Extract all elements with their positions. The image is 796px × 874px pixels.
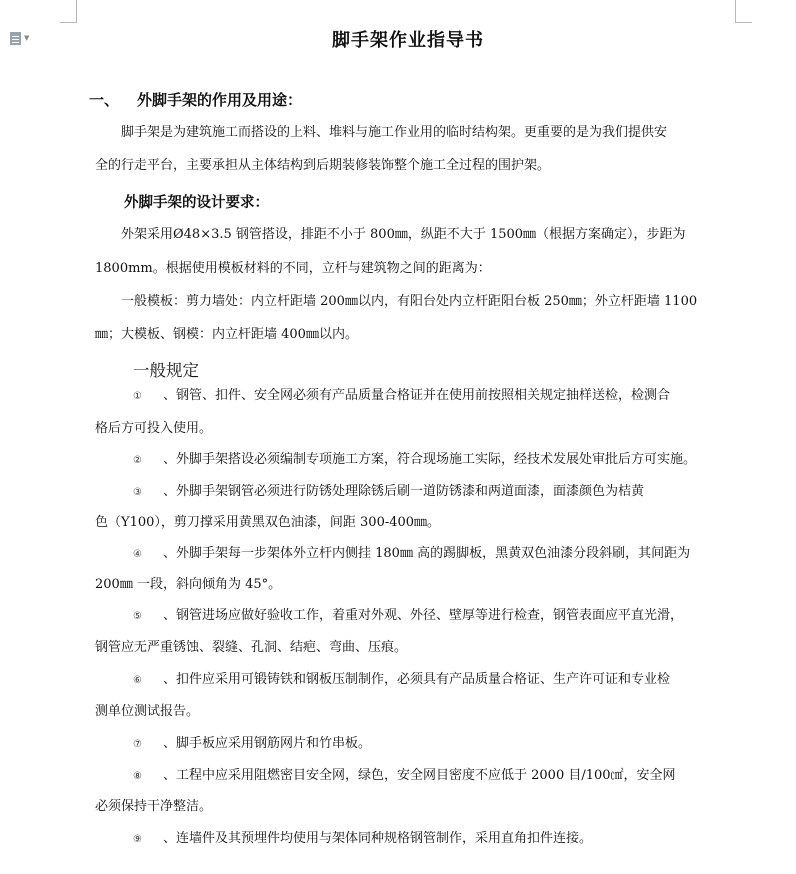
list-item	[133, 483, 644, 502]
list-item	[133, 671, 670, 690]
list-item-marker: ②	[133, 455, 142, 466]
page-corner-mark-right	[735, 0, 752, 23]
list-item-text: 、连墙件及其预埋件均使用与架体同种规格钢管制作，采用直角扣件连接。	[163, 831, 593, 846]
paragraph-line: ㎜；大模板、钢模：内立杆距墙 400㎜以内。	[95, 327, 358, 342]
list-item-text: 、外脚手架每一步架体外立杆内侧挂 180㎜ 高的踢脚板，黑黄双色油漆分段斜刷，其间距为	[163, 546, 691, 561]
page-corner-mark-left	[60, 0, 77, 23]
list-item	[133, 387, 670, 406]
list-item-continuation: 测单位测试报告。	[95, 704, 200, 719]
list-item-text: 、扣件应采用可锻铸铁和钢板压制制作，必须具有产品质量合格证、生产许可证和专业检	[163, 672, 671, 687]
rules-heading: 一般规定	[133, 361, 199, 380]
paragraph-line: 全的行走平台，主要承担从主体结构到后期装修装饰整个施工全过程的围护架。	[95, 158, 551, 173]
list-item	[133, 545, 690, 564]
list-item	[133, 451, 696, 470]
list-item-continuation: 200㎜ 一段，斜向倾角为 45°。	[95, 577, 282, 592]
chevron-down-icon: ▼	[24, 34, 30, 42]
section-title: 外脚手架的作用及用途：	[137, 91, 303, 109]
design-heading: 外脚手架的设计要求：	[124, 195, 269, 211]
section-number: 一、	[89, 91, 120, 109]
paragraph-line: 外架采用Ø48×3.5 钢管搭设，排距不小于 800㎜，纵距不大于 1500㎜（根据方案确定），步距为	[121, 227, 686, 242]
list-item-text: 、钢管进场应做好验收工作，着重对外观、外径、壁厚等进行检查，钢管表面应平直光滑，	[163, 608, 684, 623]
list-item	[133, 607, 683, 626]
list-item-marker: ⑤	[133, 611, 142, 622]
list-item	[133, 767, 676, 786]
list-item-marker: ⑦	[133, 739, 142, 750]
list-item-continuation: 钢管应无严重锈蚀、裂缝、孔洞、结疤、弯曲、压痕。	[95, 640, 408, 655]
list-item-text: 、工程中应采用阻燃密目安全网，绿色，安全网目密度不应低于 2000 目/100㎠，安全网	[163, 768, 676, 783]
document-title: 脚手架作业指导书	[332, 30, 484, 51]
list-item	[133, 735, 371, 754]
list-item-continuation: 色（Y100），剪刀撑采用黄黑双色油漆，间距 300-400㎜。	[95, 515, 441, 530]
list-item-text: 、钢管、扣件、安全网必须有产品质量合格证并在使用前按照相关规定抽样送检，检测合	[163, 388, 671, 403]
list-item-continuation: 必须保持干净整洁。	[95, 799, 213, 814]
list-item-marker: ⑥	[133, 675, 142, 686]
list-item	[133, 830, 592, 849]
list-item-text: 、外脚手架搭设必须编制专项施工方案，符合现场施工实际，经技术发展处审批后方可实施。	[163, 452, 697, 467]
list-item-marker: ⑨	[133, 834, 142, 845]
paragraph-line: 脚手架是为建筑施工而搭设的上料、堆料与施工作业用的临时结构架。更重要的是为我们提供安	[121, 125, 668, 140]
paragraph-line: 1800mm。根据使用模板材料的不同，立杆与建筑物之间的距离为：	[95, 261, 491, 276]
section-heading-1	[89, 89, 302, 110]
list-item-continuation: 格后方可投入使用。	[95, 421, 213, 436]
paragraph-line: 一般模板：剪力墙处：内立杆距墙 200㎜以内，有阳台处内立杆距阳台板 250㎜；外立杆距墙 1100	[121, 294, 698, 309]
list-item-marker: ③	[133, 487, 142, 498]
list-item-marker: ①	[133, 391, 142, 402]
list-item-marker: ⑧	[133, 771, 142, 782]
list-item-text: 、外脚手架钢管必须进行防锈处理除锈后刷一道防锈漆和两道面漆，面漆颜色为桔黄	[163, 484, 645, 499]
list-item-text: 、脚手板应采用钢筋网片和竹串板。	[163, 736, 372, 751]
list-item-marker: ④	[133, 549, 142, 560]
